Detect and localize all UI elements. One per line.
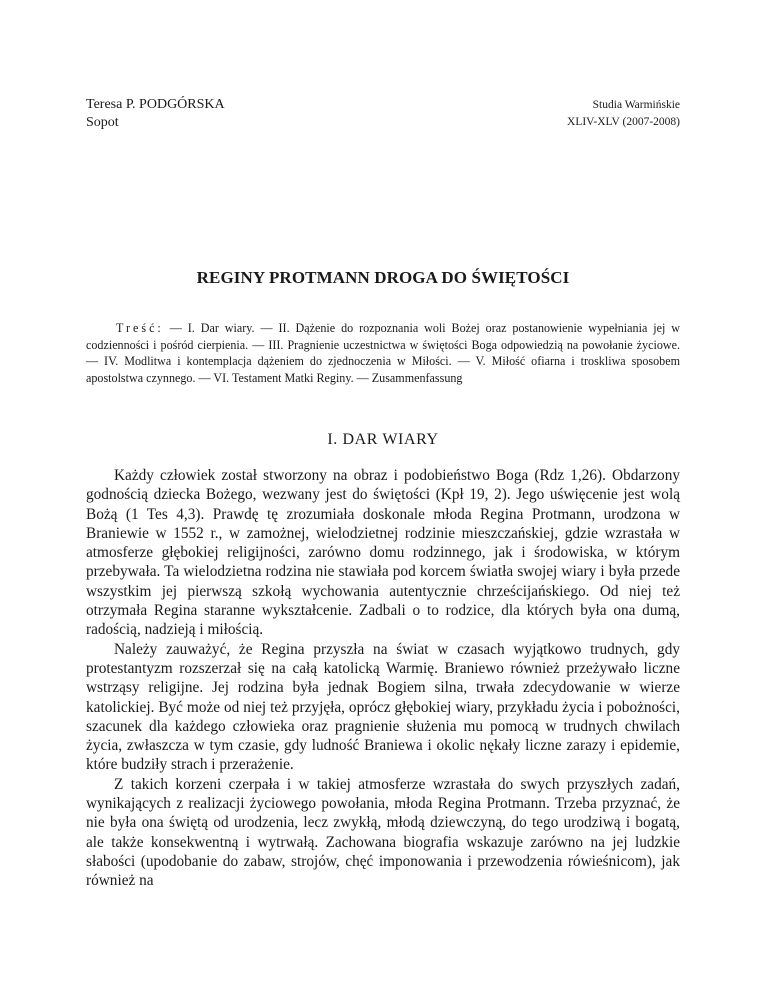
- table-of-contents: [86, 320, 680, 386]
- contents-text: — I. Dar wiary. — II. Dążenie do rozpoznania woli Bożej oraz postanowienie wypełniania jej w codzienności i pośród cierpienia. — III. Pragnienie uczestnictwa w świętości Boga odpowiedzią na powołanie życiowe. — IV. Modlitwa i kontemplacja dążeniem do zjednoczenia w Miłości. — V. Miłość ofiarna i troskliwa sposobem apostolstwa czynnego. — VI. Testament Matki Reginy. — Zusammenfassung: [86, 321, 680, 385]
- section-body: [86, 466, 680, 891]
- body-paragraph: Z takich korzeni czerpała i w takiej atmosferze wzrastała do swych przyszłych zadań, wynikających z realizacji życiowego powołania, młoda Regina Protmann. Trzeba przyznać, że nie była ona świętą od urodzenia, lecz zwykłą, młodą dziewczyną, do tego urodziwą i bogatą, ale także konsekwentną i wytrwałą. Zachowana biografia wskazuje zarówno na jej ludzkie słabości (upodobanie do zabaw, strojów, chęć imponowania i przewodzenia rówieśnicom), jak również na: [86, 775, 680, 890]
- journal-name: Studia Warmińskie: [592, 99, 680, 111]
- journal-block: [567, 97, 680, 131]
- page-header: [86, 96, 680, 136]
- body-paragraph: Należy zauważyć, że Regina przyszła na świat w czasach wyjątkowo trudnych, gdy protestantyzm rozszerzał się na całą katolicką Warmię. Braniewo również przeżywało liczne wstrząsy religijne. Jej rodzina była jednak Bogiem silna, trwała zdecydowanie w wierze katolickiej. Być może od niej też przyjęła, oprócz głębokiej wiary, przykładu życia i pobożności, szacunek dla każdego człowieka oraz pragnienie służenia mu pomocą w trudnych chwilach życia, zwłaszcza w tym czasie, gdy ludność Braniewa i okolic nękały liczne zarazy i epidemie, które budziły strach i przerażenie.: [86, 640, 680, 774]
- section-heading: I. DAR WIARY: [327, 431, 439, 448]
- body-paragraph: Każdy człowiek został stworzony na obraz i podobieństwo Boga (Rdz 1,26). Obdarzony godnością dziecka Bożego, wezwany jest do świętości (Kpł 19, 2). Jego uświęcenie jest wolą Bożą (1 Tes 4,3). Prawdę tę zrozumiała doskonale młoda Regina Protmann, urodzona w Braniewie w 1552 r., w zamożnej, wielodzietnej rodzinie mieszczańskiej, gdzie wzrastała w atmosferze głębokiej religijności, zarówno domu rodzinnego, jak i środowiska, w którym przebywała. Ta wielodzietna rodzina nie stawiała pod korcem światła swojej wiary i była przede wszystkim jej pierwszą szkołą wychowania autentycznie chrześcijańskiego. Od niej też otrzymała Regina staranne wykształcenie. Zadbali o to rodzice, dla których była ona dumą, radością, nadzieją i miłością.: [86, 467, 680, 639]
- author-block: [86, 96, 225, 132]
- article-page: [86, 0, 680, 994]
- author-city: Sopot: [86, 115, 119, 130]
- contents-label: Treść:: [116, 321, 164, 335]
- journal-volume: XLIV-XLV (2007-2008): [567, 116, 680, 128]
- article-title: REGINY PROTMANN DROGA DO ŚWIĘTOŚCI: [196, 268, 570, 287]
- author-name: Teresa P. PODGÓRSKA: [86, 97, 225, 112]
